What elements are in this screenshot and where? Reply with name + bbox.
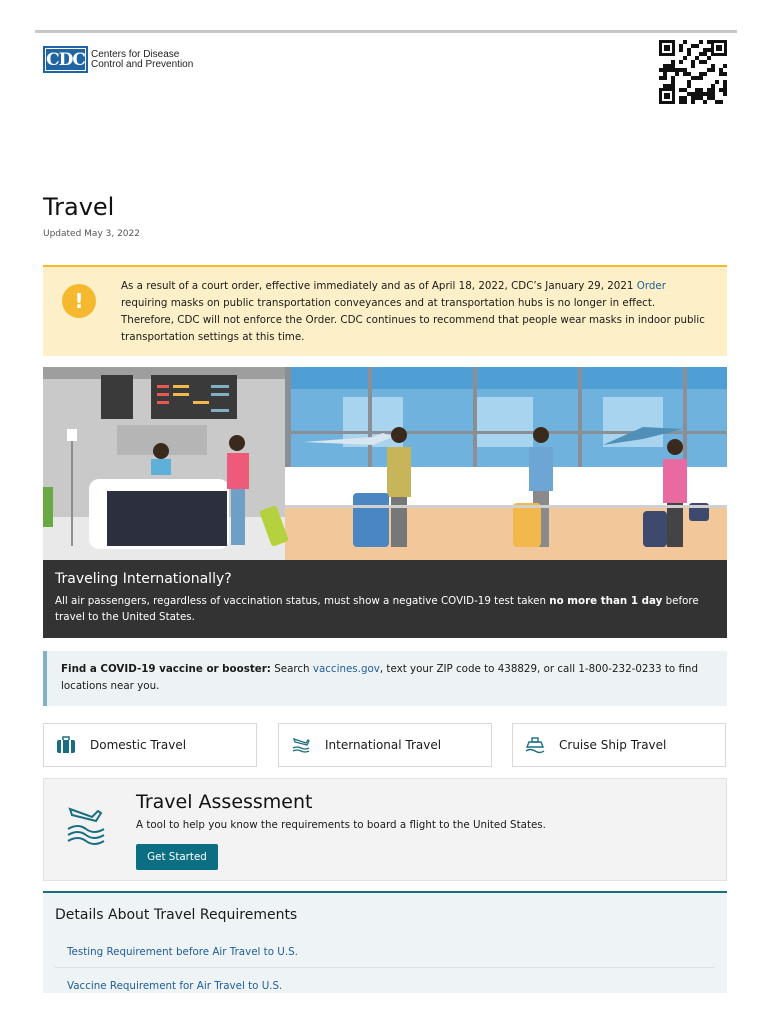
vaccine-callout-text1: Search — [270, 663, 313, 675]
cdc-logo-mark: CDC — [43, 46, 88, 73]
hero-text-before: All air passengers, regardless of vaccination status, must show a negative COVID-19 test taken — [55, 595, 550, 607]
hero-caption — [43, 560, 727, 638]
qr-code-icon — [659, 40, 727, 104]
alert-text-after: requiring masks on public transportation conveyances and at transportation hubs is no longer in effect. Therefore, CDC will not enforce the Order. CDC continues to recommend that people wear masks in indoor public transportation settings at this time. — [121, 297, 705, 343]
hero-heading: Traveling Internationally? — [55, 571, 232, 587]
vaccine-callout-bold: Find a COVID-19 vaccine or booster: — [61, 663, 271, 675]
international-travel-label: International Travel — [325, 738, 442, 752]
domestic-travel-label: Domestic Travel — [90, 738, 187, 752]
cruise-ship-travel-label: Cruise Ship Travel — [559, 738, 667, 752]
travel-assessment-panel — [43, 778, 727, 881]
top-divider — [35, 30, 737, 33]
international-travel-card[interactable] — [278, 723, 492, 767]
hero-text-after: before travel to the United States. — [55, 595, 699, 623]
cdc-logo-text — [91, 50, 193, 70]
travel-assessment-title: Travel Assessment — [136, 791, 313, 813]
vaccine-requirement-link[interactable]: Vaccine Requirement for Air Travel to U.S. — [67, 980, 283, 992]
airport-illustration — [43, 367, 727, 560]
logo-line-2: Control and Prevention — [91, 58, 194, 70]
hero-text-bold: no more than 1 day — [549, 595, 663, 607]
alert-text — [121, 278, 711, 346]
travel-assessment-description: A tool to help you know the requirements to board a flight to the United States. — [136, 819, 546, 831]
cruise-ship-travel-card[interactable] — [512, 723, 726, 767]
domestic-travel-card[interactable] — [43, 723, 257, 767]
travel-assessment-icon — [64, 803, 108, 847]
alert-text-before: As a result of a court order, effective immediately and as of April 18, 2022, CDC’s January 29, 2021 — [121, 280, 637, 292]
mask-order-alert — [43, 265, 727, 356]
order-link[interactable]: Order — [636, 280, 666, 292]
updated-date: Updated May 3, 2022 — [43, 229, 140, 239]
ship-icon — [525, 736, 545, 754]
cdc-logo[interactable] — [43, 46, 193, 73]
luggage-icon — [56, 736, 76, 754]
page-title: Travel — [43, 193, 115, 221]
details-title: Details About Travel Requirements — [55, 907, 298, 923]
hero-text — [55, 593, 715, 625]
airplane-icon — [291, 736, 311, 754]
travel-requirements-details — [43, 891, 727, 993]
vaccine-finder-callout — [43, 651, 727, 706]
testing-requirement-link[interactable]: Testing Requirement before Air Travel to U.S. — [55, 936, 715, 968]
logo-line-1: Centers for Disease — [91, 48, 180, 60]
get-started-button[interactable]: Get Started — [136, 844, 218, 870]
warning-icon: ! — [62, 284, 96, 318]
vaccines-gov-link[interactable]: vaccines.gov — [312, 663, 380, 675]
vaccine-callout-text2: , text your ZIP code to 438829, or call 1-800-232-0233 to find locations near you. — [61, 663, 698, 692]
